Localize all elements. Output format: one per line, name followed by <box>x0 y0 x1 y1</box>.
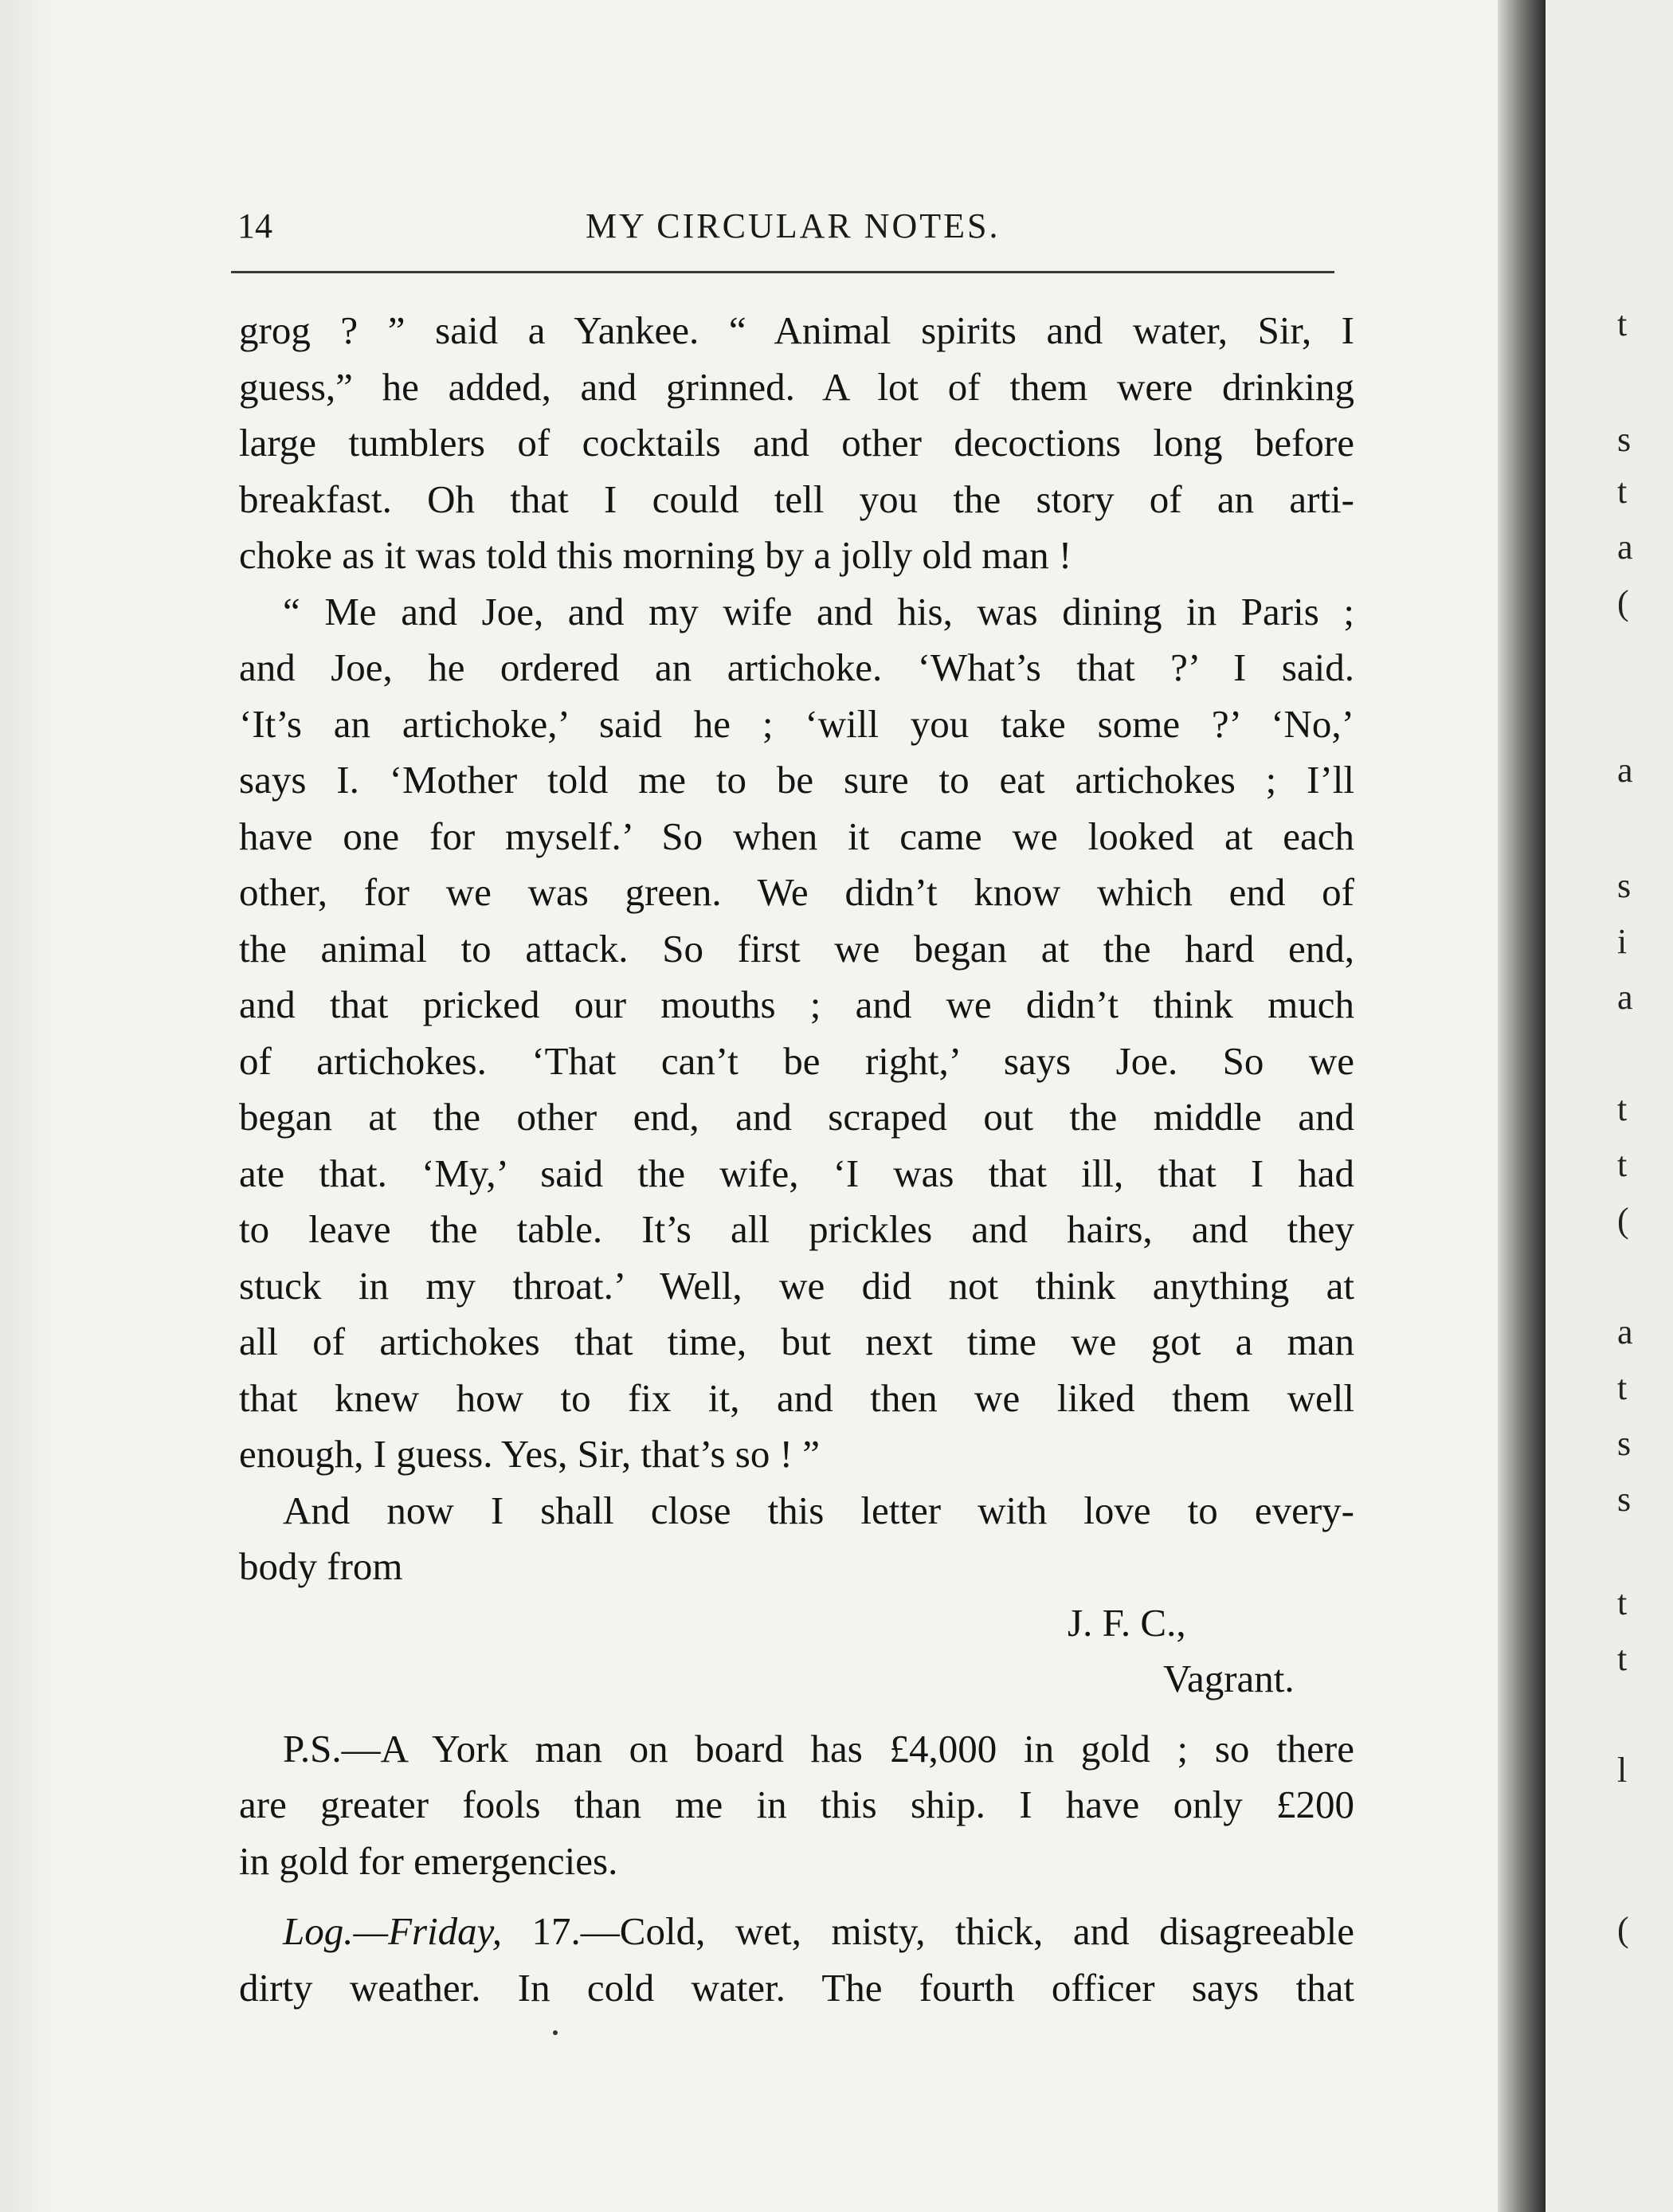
page-number: 14 <box>237 206 272 245</box>
text-line: ate that. ‘My,’ said the wife, ‘I was that ill, that I had <box>239 1151 1354 1195</box>
text-line: “ Me and Joe, and my wife and his, was dining in Paris ; <box>283 589 1354 633</box>
next-page-fragment: ( <box>1617 1910 1629 1949</box>
log-entry-line <box>239 1904 1354 1960</box>
text-line: ‘It’s an artichoke,’ said he ; ‘will you take some ?’ ‘No,’ <box>239 701 1354 746</box>
next-page-fragment: t <box>1617 1145 1628 1184</box>
text-line: other, for we was green. We didn’t know which end of <box>239 870 1354 914</box>
next-page-fragment: a <box>1617 528 1633 567</box>
next-page-fragment: s <box>1617 1424 1632 1463</box>
book-gutter <box>1498 0 1546 2212</box>
next-page-edge <box>1546 0 1673 2212</box>
text-line: large tumblers of cocktails and other decoctions long before <box>239 421 1354 465</box>
header-rule <box>231 271 1334 273</box>
speck <box>553 2030 558 2035</box>
next-page-fragment: t <box>1617 1368 1628 1407</box>
text-line: choke as it was told this morning by a jolly old man ! <box>239 533 1072 577</box>
body-text <box>239 303 1354 2016</box>
text-line: And now I shall close this letter with love to every- <box>283 1488 1354 1532</box>
next-page-fragment: l <box>1617 1751 1628 1790</box>
postscript-line: in gold for emergencies. <box>239 1838 618 1883</box>
next-page-fragment: a <box>1617 978 1633 1017</box>
log-label: Log.—Friday, <box>283 1909 502 1953</box>
running-title: MY CIRCULAR NOTES. <box>586 206 1001 245</box>
log-text: 17.—Cold, wet, misty, thick, and disagreeable <box>501 1909 1354 1953</box>
next-page-fragment: s <box>1617 1480 1632 1519</box>
next-page-fragment: t <box>1617 1089 1628 1128</box>
log-entry-line: dirty weather. In cold water. The fourth officer says that <box>239 1965 1354 2010</box>
text-line: to leave the table. It’s all prickles and hairs, and they <box>239 1207 1354 1251</box>
postscript-line: are greater fools than me in this ship. I have only £200 <box>239 1783 1354 1826</box>
next-page-fragment: t <box>1617 472 1628 511</box>
text-line: of artichokes. ‘That can’t be right,’ says Joe. So we <box>239 1038 1354 1083</box>
text-line: grog ? ” said a Yankee. “ Animal spirits and water, Sir, I <box>239 308 1354 352</box>
text-line: began at the other end, and scraped out the middle and <box>239 1095 1354 1139</box>
text-line: and Joe, he ordered an artichoke. ‘What’s that ?’ I said. <box>239 645 1354 689</box>
next-page-fragment: t <box>1617 1639 1628 1678</box>
next-page-fragment: t <box>1617 1583 1628 1622</box>
next-page-fragment: s <box>1617 866 1632 905</box>
text-line: guess,” he added, and grinned. A lot of them were drinking <box>239 364 1354 409</box>
page-edge-shadow <box>0 0 56 2212</box>
text-line: all of artichokes that time, but next time we got a man <box>239 1320 1354 1363</box>
next-page-fragment: ( <box>1617 583 1629 622</box>
next-page-fragment: a <box>1617 751 1633 790</box>
text-line: stuck in my throat.’ Well, we did not think anything at <box>239 1263 1354 1308</box>
next-page-fragment: a <box>1617 1312 1633 1351</box>
text-line: the animal to attack. So first we began at the hard end, <box>239 926 1354 971</box>
next-page-fragment: ( <box>1617 1201 1629 1240</box>
text-line: enough, I guess. Yes, Sir, that’s so ! ” <box>239 1432 820 1476</box>
text-line: have one for myself.’ So when it came we looked at each <box>239 814 1354 858</box>
page-header <box>231 206 1334 253</box>
text-line: breakfast. Oh that I could tell you the story of an arti- <box>239 477 1354 521</box>
next-page-fragment: t <box>1617 304 1628 343</box>
postscript-line: P.S.—A York man on board has £4,000 in gold ; so there <box>283 1726 1354 1771</box>
text-line: and that pricked our mouths ; and we didn’t think much <box>239 982 1354 1026</box>
signature-title: Vagrant. <box>1163 1656 1295 1700</box>
signature-name: J. F. C., <box>1068 1600 1186 1645</box>
next-page-fragment: s <box>1617 420 1632 459</box>
text-line: that knew how to fix it, and then we liked them well <box>239 1375 1354 1420</box>
text-line: says I. ‘Mother told me to be sure to eat artichokes ; I’ll <box>239 758 1354 802</box>
text-line: body from <box>239 1544 403 1588</box>
next-page-fragment: i <box>1617 922 1628 961</box>
